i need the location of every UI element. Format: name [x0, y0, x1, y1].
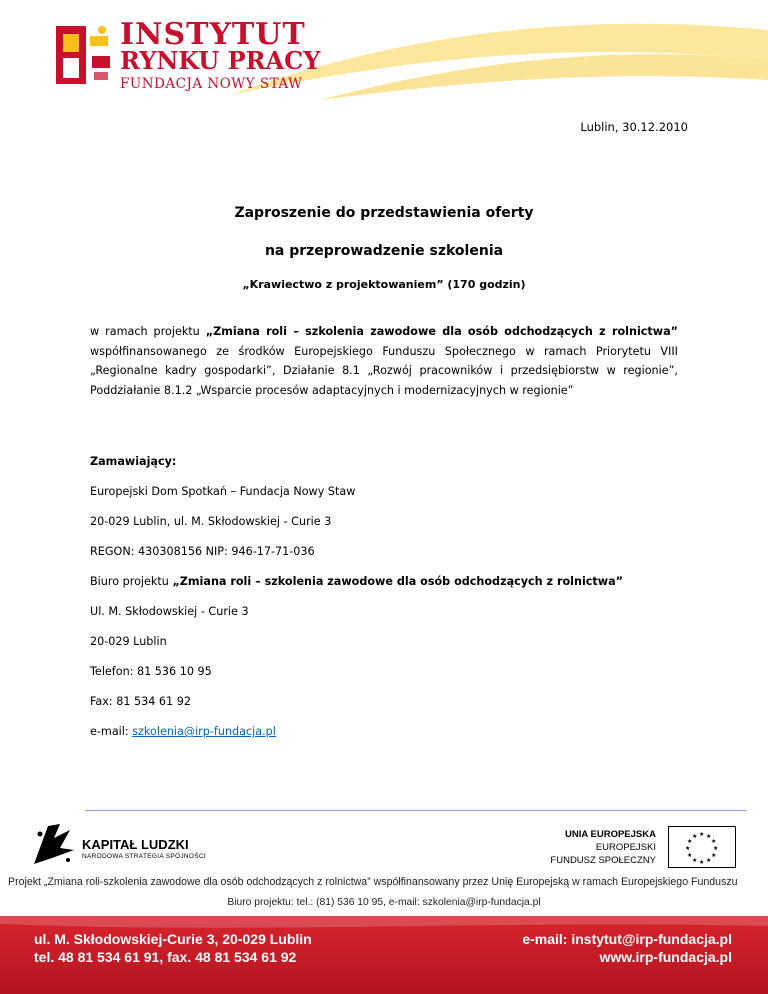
training-name: „Krawiectwo z projektowaniem” (170 godzin)	[242, 278, 526, 291]
footer-divider	[85, 810, 747, 811]
logo-title-line2: RYNKU PRACY	[120, 46, 321, 75]
office-project-name: „Zmiana roli – szkolenia zawodowe dla osób odchodzących z rolnictwa”	[172, 575, 624, 588]
svg-text:★: ★	[687, 838, 693, 845]
svg-text:★: ★	[699, 831, 705, 838]
intro-prefix: w ramach projektu	[90, 325, 206, 338]
irp-logo-icon	[50, 22, 118, 88]
footer-address: ul. M. Skłodowskiej-Curie 3, 20-029 Lublin	[34, 931, 312, 947]
svg-text:★: ★	[713, 845, 719, 852]
logo-title-line3: FUNDACJA NOWY STAW	[120, 76, 303, 92]
contractor-address: 20-029 Lublin, ul. M. Skłodowskiej - Curie 3	[90, 515, 332, 528]
document-date: Lublin, 30.12.2010	[580, 120, 688, 134]
document-title: Zaproszenie do przedstawienia oferty	[234, 205, 534, 221]
email-link[interactable]: szkolenia@irp-fundacja.pl	[132, 725, 276, 738]
document-subtitle: na przeprowadzenie szkolenia	[264, 243, 504, 259]
office-fax: Fax: 81 534 61 92	[90, 695, 191, 708]
eu-subtitle-2: FUNDUSZ SPOŁECZNY	[550, 855, 656, 866]
office-phone: Telefon: 81 536 10 95	[90, 665, 212, 678]
intro-suffix: współfinansowanego ze środków Europejskiego Funduszu Społecznego w ramach Priorytetu VIII „Regionalne kadry gospodarki”, Działanie 8.1 „Rozwój pracowników i przedsiębiorstw w regionie”, Poddziałanie 8.1.2 „Wsparcie procesów adaptacyjnych i modernizacyjnych w regionie”	[90, 344, 678, 397]
office-street: Ul. M. Skłodowskiej - Curie 3	[90, 605, 249, 618]
contractor-regon-nip: REGON: 430308156 NIP: 946-17-71-036	[90, 545, 315, 558]
kapital-ludzki-title: KAPITAŁ LUDZKI	[82, 837, 189, 852]
eu-subtitle-1: EUROPEJSKI	[595, 842, 656, 853]
svg-text:★: ★	[692, 857, 698, 864]
contractor-name: Europejski Dom Spotkań – Fundacja Nowy Staw	[90, 485, 356, 498]
project-office-note: Biuro projektu: tel.: (81) 536 10 95, e-mail: szkolenia@irp-fundacja.pl	[227, 897, 541, 908]
svg-text:★: ★	[706, 833, 712, 840]
eu-title: UNIA EUROPEJSKA	[565, 829, 656, 840]
office-line	[90, 574, 623, 590]
svg-text:★: ★	[685, 845, 691, 852]
footer-phones: tel. 48 81 534 61 91, fax. 48 81 534 61 92	[34, 949, 297, 965]
svg-text:★: ★	[711, 852, 717, 859]
office-city: 20-029 Lublin	[90, 635, 167, 648]
svg-text:★: ★	[692, 833, 698, 840]
svg-text:★: ★	[711, 838, 717, 845]
contractor-heading: Zamawiający:	[90, 455, 177, 468]
logo-title-line1: INSTYTUT	[120, 17, 306, 52]
office-prefix: Biuro projektu	[90, 575, 173, 588]
footer-website[interactable]: www.irp-fundacja.pl	[599, 949, 732, 965]
eu-flag-icon	[668, 826, 736, 868]
office-email-line	[90, 724, 276, 740]
svg-text:★: ★	[706, 857, 712, 864]
footer-email[interactable]: e-mail: instytut@irp-fundacja.pl	[522, 931, 732, 947]
footer-banner	[0, 916, 768, 994]
intro-project-name: „Zmiana roli – szkolenia zawodowe dla osób odchodzących z rolnictwa”	[205, 325, 678, 338]
svg-text:★: ★	[687, 852, 693, 859]
email-label: e-mail:	[90, 725, 133, 738]
kapital-ludzki-logo-icon	[30, 820, 80, 866]
kapital-ludzki-subtitle: NARODOWA STRATEGIA SPÓJNOŚCI	[82, 853, 206, 860]
svg-text:★: ★	[699, 859, 705, 866]
intro-paragraph	[90, 322, 678, 400]
funding-note: Projekt „Zmiana roli-szkolenia zawodowe dla osób odchodzących z rolnictwa” współfinansowany przez Unię Europejską w ramach Europejskiego Funduszu	[8, 876, 738, 888]
